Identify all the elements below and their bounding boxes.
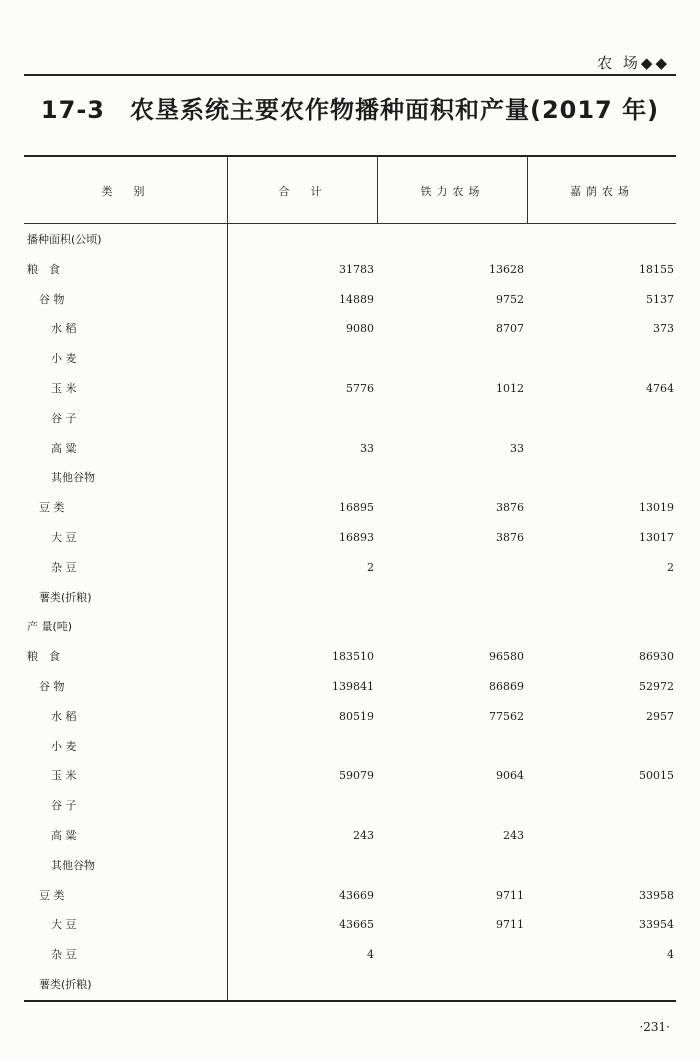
table-row	[24, 352, 676, 382]
row-label: 谷 子	[51, 799, 77, 813]
row-label: 谷 子	[51, 411, 77, 425]
cell-total: 2	[367, 560, 374, 574]
diamond-icon: ◆◆	[640, 54, 670, 72]
table-row	[24, 263, 676, 293]
cell-total: 243	[353, 829, 374, 842]
table-title: 17-3 农垦系统主要农作物播种面积和产量(2017 年)	[40, 96, 660, 124]
cell-jiayin: 373	[653, 322, 674, 336]
cell-jiayin: 13017	[639, 531, 674, 544]
row-label: 高 粱	[51, 829, 77, 842]
cell-jiayin: 4	[667, 948, 674, 962]
table-row	[24, 531, 676, 561]
cell-jiayin: 13019	[639, 501, 674, 515]
cell-tieli: 9752	[496, 292, 524, 306]
cell-tieli: 96580	[489, 650, 524, 664]
cell-tieli: 13628	[489, 262, 524, 276]
row-label: 玉 米	[51, 382, 77, 395]
table-row	[24, 918, 676, 948]
cell-total: 33	[360, 441, 374, 455]
cell-tieli: 33	[510, 441, 524, 455]
row-label: 高 粱	[51, 441, 77, 455]
table-row	[24, 382, 676, 412]
table-row	[24, 561, 676, 591]
table-row	[24, 471, 676, 501]
table-row	[24, 978, 676, 1008]
row-label: 播种面积(公顷)	[27, 233, 102, 246]
table-row	[24, 859, 676, 889]
table-header-rule	[24, 223, 676, 224]
cell-total: 43665	[339, 918, 374, 932]
row-label: 粮 食	[27, 262, 60, 276]
cell-jiayin: 5137	[646, 292, 674, 306]
cell-tieli: 8707	[496, 322, 524, 336]
cell-total: 14889	[339, 292, 374, 306]
cell-jiayin: 86930	[639, 650, 674, 664]
cell-tieli: 3876	[496, 531, 524, 544]
table-row	[24, 769, 676, 799]
table-row	[24, 442, 676, 472]
table-row	[24, 650, 676, 680]
section-header	[597, 52, 670, 73]
cell-tieli: 3876	[496, 501, 524, 515]
column-header-tieli: 铁力农场	[420, 185, 485, 198]
row-label: 杂 豆	[51, 948, 77, 962]
cell-total: 31783	[339, 262, 374, 276]
cell-tieli: 9711	[496, 888, 524, 902]
cell-tieli: 86869	[489, 680, 524, 693]
table-row	[24, 829, 676, 859]
cell-jiayin: 52972	[639, 680, 674, 693]
cell-total: 43669	[339, 888, 374, 902]
table-row	[24, 620, 676, 650]
section-label: 农 场	[597, 54, 641, 72]
table-row	[24, 233, 676, 263]
row-label: 产 量(吨)	[27, 620, 73, 634]
table-row	[24, 889, 676, 919]
row-label: 谷 物	[39, 680, 65, 693]
row-label: 大 豆	[51, 918, 77, 932]
cell-tieli: 9064	[496, 769, 524, 783]
cell-total: 139841	[332, 680, 374, 693]
table-row	[24, 501, 676, 531]
row-label: 薯类(折粮)	[39, 978, 92, 991]
row-label: 豆 类	[39, 501, 65, 515]
table-row	[24, 322, 676, 352]
cell-jiayin: 2	[667, 560, 674, 574]
table-row	[24, 948, 676, 978]
cell-tieli: 77562	[489, 709, 524, 723]
table-row	[24, 591, 676, 621]
row-label: 杂 豆	[51, 560, 77, 574]
cell-total: 4	[367, 948, 374, 962]
cell-jiayin: 18155	[639, 262, 674, 276]
cell-total: 59079	[339, 769, 374, 783]
header-rule	[24, 74, 676, 76]
cell-jiayin: 33954	[639, 918, 674, 932]
cell-jiayin: 33958	[639, 888, 674, 902]
cell-tieli: 243	[503, 829, 524, 842]
column-header-category: 类 别	[101, 185, 150, 198]
row-label: 谷 物	[39, 292, 65, 306]
cell-total: 183510	[332, 650, 374, 664]
cell-total: 5776	[346, 382, 374, 395]
column-header-jiayin: 嘉荫农场	[570, 185, 634, 198]
row-label: 水 稻	[51, 709, 77, 723]
cell-jiayin: 50015	[639, 769, 674, 783]
cell-jiayin: 2957	[646, 709, 674, 723]
row-label: 豆 类	[39, 888, 65, 902]
row-label: 玉 米	[51, 769, 77, 783]
cell-total: 9080	[346, 322, 374, 336]
row-label: 大 豆	[51, 531, 77, 544]
page-number: ·231·	[639, 1020, 670, 1034]
column-header-total: 合 计	[278, 185, 327, 198]
cell-total: 16893	[339, 531, 374, 544]
cell-total: 80519	[339, 709, 374, 723]
table-row	[24, 799, 676, 829]
cell-tieli: 1012	[496, 382, 524, 395]
table-row	[24, 680, 676, 710]
table-row	[24, 740, 676, 770]
table-row	[24, 293, 676, 323]
row-label: 薯类(折粮)	[39, 590, 92, 604]
row-label: 水 稻	[51, 322, 77, 336]
table-top-rule	[24, 155, 676, 157]
row-label: 小 麦	[51, 739, 77, 753]
table-row	[24, 710, 676, 740]
row-label: 小 麦	[51, 352, 77, 366]
cell-total: 16895	[339, 501, 374, 515]
row-label: 其他谷物	[51, 471, 95, 485]
row-label: 粮 食	[27, 650, 60, 664]
cell-jiayin: 4764	[646, 382, 674, 395]
row-label: 其他谷物	[51, 858, 95, 872]
cell-tieli: 9711	[496, 918, 524, 932]
table-row	[24, 412, 676, 442]
